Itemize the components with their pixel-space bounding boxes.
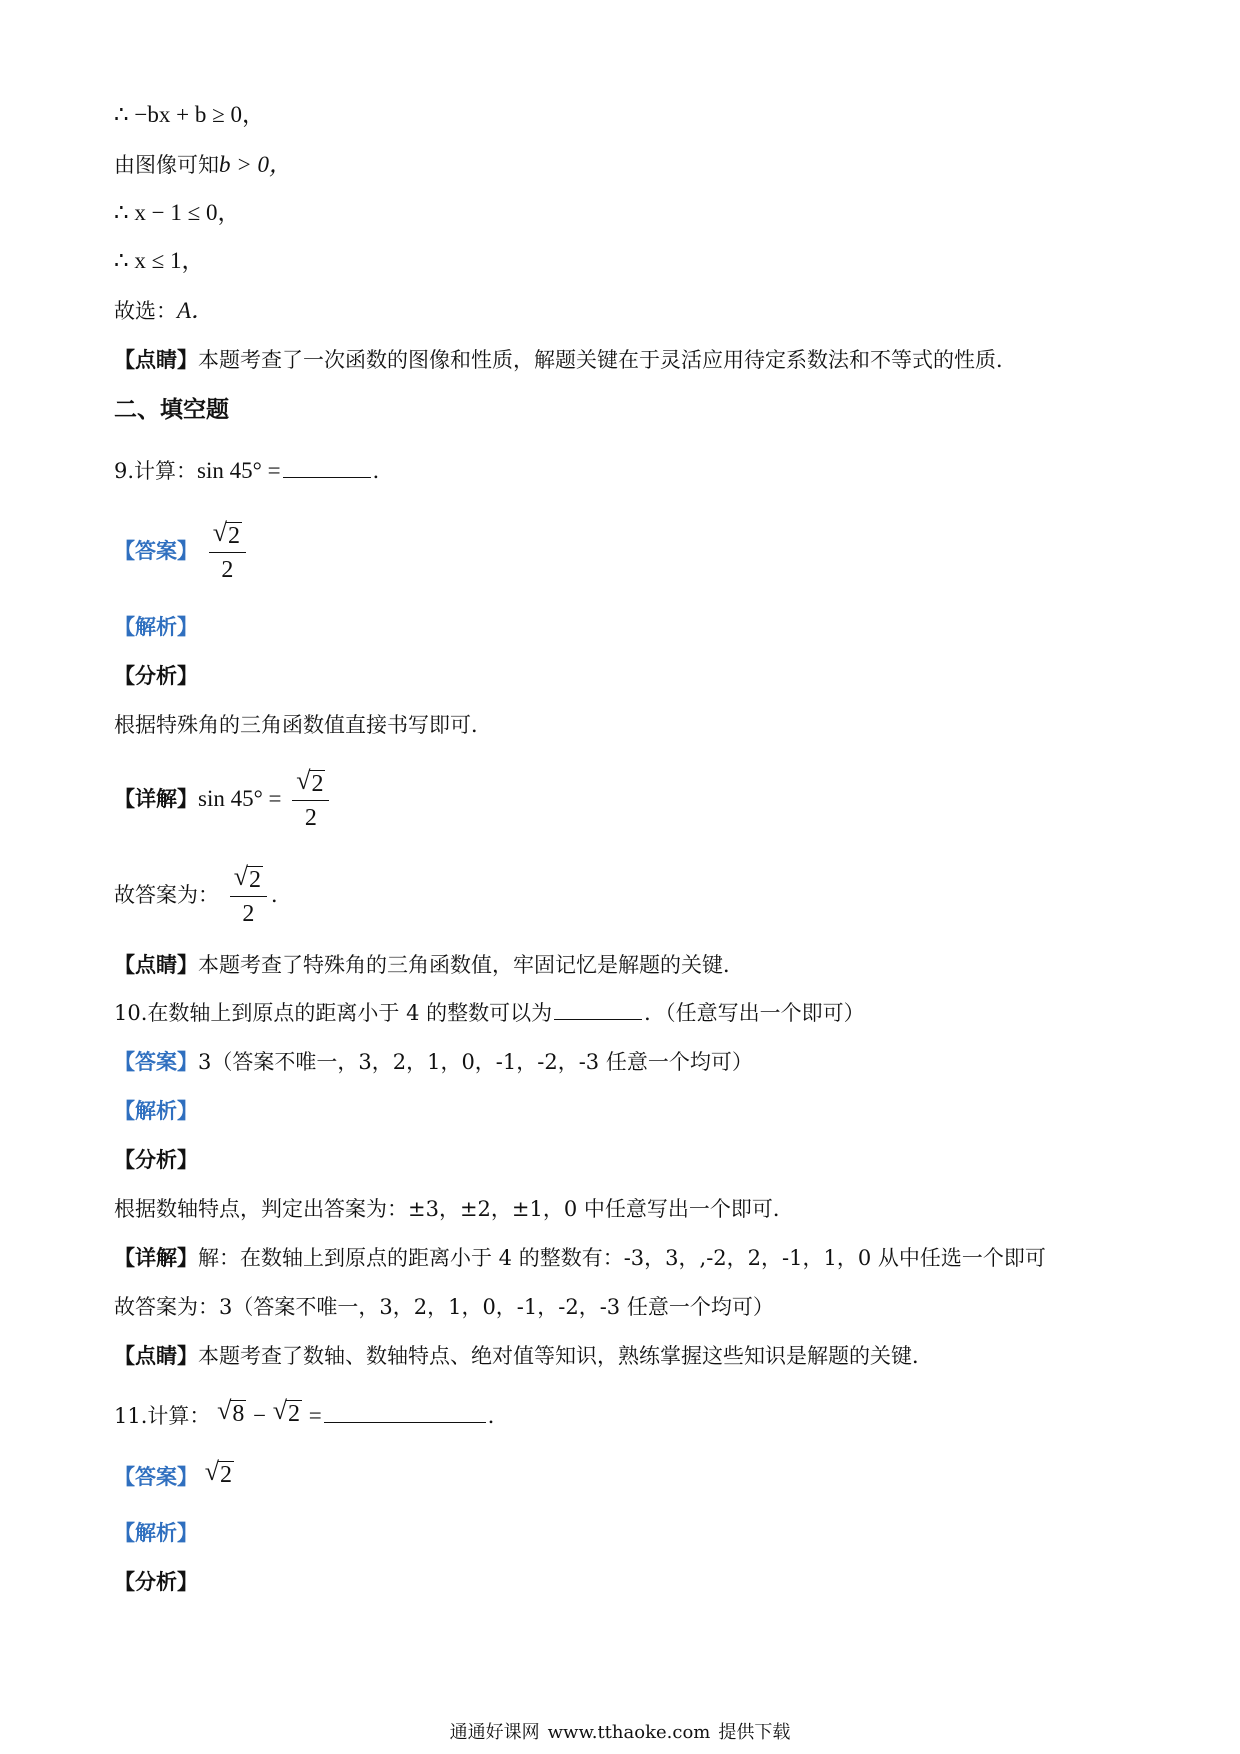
- q10-so: 故答案为：3（答案不唯一，3，2，1，0，-1，-2，-3 任意一个均可）: [114, 1295, 774, 1319]
- q11-equals: =: [308, 1403, 322, 1428]
- q9-detail: [114, 766, 333, 833]
- answer-tag: 【答案】: [114, 538, 198, 563]
- q9-suffix: ．: [372, 459, 394, 483]
- q11-answer: [114, 1459, 234, 1495]
- q10-detail: [114, 1243, 1046, 1273]
- q11-minus: −: [253, 1403, 267, 1428]
- footer-site-name: 通通好课网: [449, 1722, 540, 1743]
- choice-text: 故选：: [114, 299, 177, 323]
- q10-prefix: 10.在数轴上到原点的距离小于 4 的整数可以为: [114, 1001, 553, 1025]
- line-derivation-2: [114, 150, 292, 180]
- question-9: [114, 456, 394, 486]
- q11-sqrt-8: √8: [217, 1396, 245, 1427]
- choice-value: A．: [177, 298, 215, 323]
- so-suffix: ．: [270, 883, 292, 907]
- dianjing-tag: 【点睛】: [114, 347, 198, 372]
- q9-answer-fraction: $\frac{√2}{2}$: [209, 520, 246, 585]
- detail-tag: 【详解】: [114, 1245, 198, 1270]
- q9-prefix: 9.计算：: [114, 459, 198, 483]
- line-text: 由图像可知: [114, 153, 219, 177]
- q9-fenxi-tag: 【分析】: [114, 663, 198, 688]
- q11-analysis-tag: 【解析】: [114, 1520, 198, 1545]
- q9-fenxi-text: 根据特殊角的三角函数值直接书写即可．: [114, 713, 492, 737]
- question-10: [114, 998, 865, 1028]
- q9-expr: sin 45° =: [197, 458, 281, 483]
- so-text: 故答案为：: [114, 883, 219, 907]
- dianjing-tag: 【点睛】: [114, 1343, 198, 1368]
- footer-url[interactable]: www.tthaoke.com: [547, 1722, 711, 1743]
- q9-so-fraction: $\frac{√2}{2}$: [230, 864, 267, 929]
- answer-tag: 【答案】: [114, 1464, 198, 1489]
- q11-answer-sqrt: √2: [204, 1457, 232, 1488]
- line-derivation-3: ∴ x − 1 ≤ 0，: [114, 200, 241, 225]
- question-11: [114, 1398, 509, 1434]
- line-derivation-4: ∴ x ≤ 1，: [114, 248, 205, 273]
- q11-answer-blank: [324, 1404, 486, 1423]
- q9-detail-fraction: $\frac{√2}{2}$: [292, 768, 329, 833]
- footer-download-text: 提供下载: [718, 1722, 791, 1743]
- dianjing-text: 本题考查了数轴、数轴特点、绝对值等知识，熟练掌握这些知识是解题的关键．: [198, 1344, 933, 1368]
- page-footer: [0, 1718, 1240, 1744]
- q9-answer: [114, 518, 250, 585]
- q9-answer-blank: [283, 459, 371, 478]
- q10-answer: [114, 1047, 753, 1077]
- detail-text: 解：在数轴上到原点的距离小于 4 的整数有：-3，3，,-2，2，-1，1，0 从中任选一个即可: [198, 1246, 1046, 1270]
- q9-analysis-tag: 【解析】: [114, 614, 198, 639]
- q9-so: [114, 862, 292, 929]
- section-heading: 二、填空题: [114, 397, 229, 423]
- q10-fenxi-tag: 【分析】: [114, 1147, 198, 1172]
- dianjing-text: 本题考查了一次函数的图像和性质，解题关键在于灵活应用待定系数法和不等式的性质．: [198, 348, 1017, 372]
- line-derivation-1: ∴ −bx + b ≥ 0，: [114, 102, 265, 127]
- q10-suffix: ．（任意写出一个即可）: [644, 1001, 865, 1025]
- line-dianjing-q8: [114, 345, 1017, 375]
- q11-fenxi-tag: 【分析】: [114, 1569, 198, 1594]
- line-math: b > 0，: [219, 152, 293, 177]
- q9-detail-expr: sin 45° =: [198, 786, 282, 811]
- answer-tag: 【答案】: [114, 1049, 198, 1074]
- detail-tag: 【详解】: [114, 786, 198, 811]
- q10-answer-blank: [554, 1001, 642, 1020]
- q11-prefix: 11.计算：: [114, 1404, 211, 1428]
- dianjing-text: 本题考查了特殊角的三角函数值，牢固记忆是解题的关键．: [198, 953, 744, 977]
- q11-suffix: ．: [487, 1404, 509, 1428]
- q9-dianjing: [114, 950, 744, 980]
- q10-analysis-tag: 【解析】: [114, 1098, 198, 1123]
- line-choice: [114, 296, 214, 326]
- answer-text: 3（答案不唯一，3，2，1，0，-1，-2，-3 任意一个均可）: [198, 1050, 753, 1074]
- q10-fenxi-text: 根据数轴特点，判定出答案为：±3，±2，±1，0 中任意写出一个即可．: [114, 1197, 794, 1221]
- q11-sqrt-2: √2: [272, 1396, 301, 1427]
- q10-dianjing: [114, 1341, 933, 1371]
- dianjing-tag: 【点睛】: [114, 952, 198, 977]
